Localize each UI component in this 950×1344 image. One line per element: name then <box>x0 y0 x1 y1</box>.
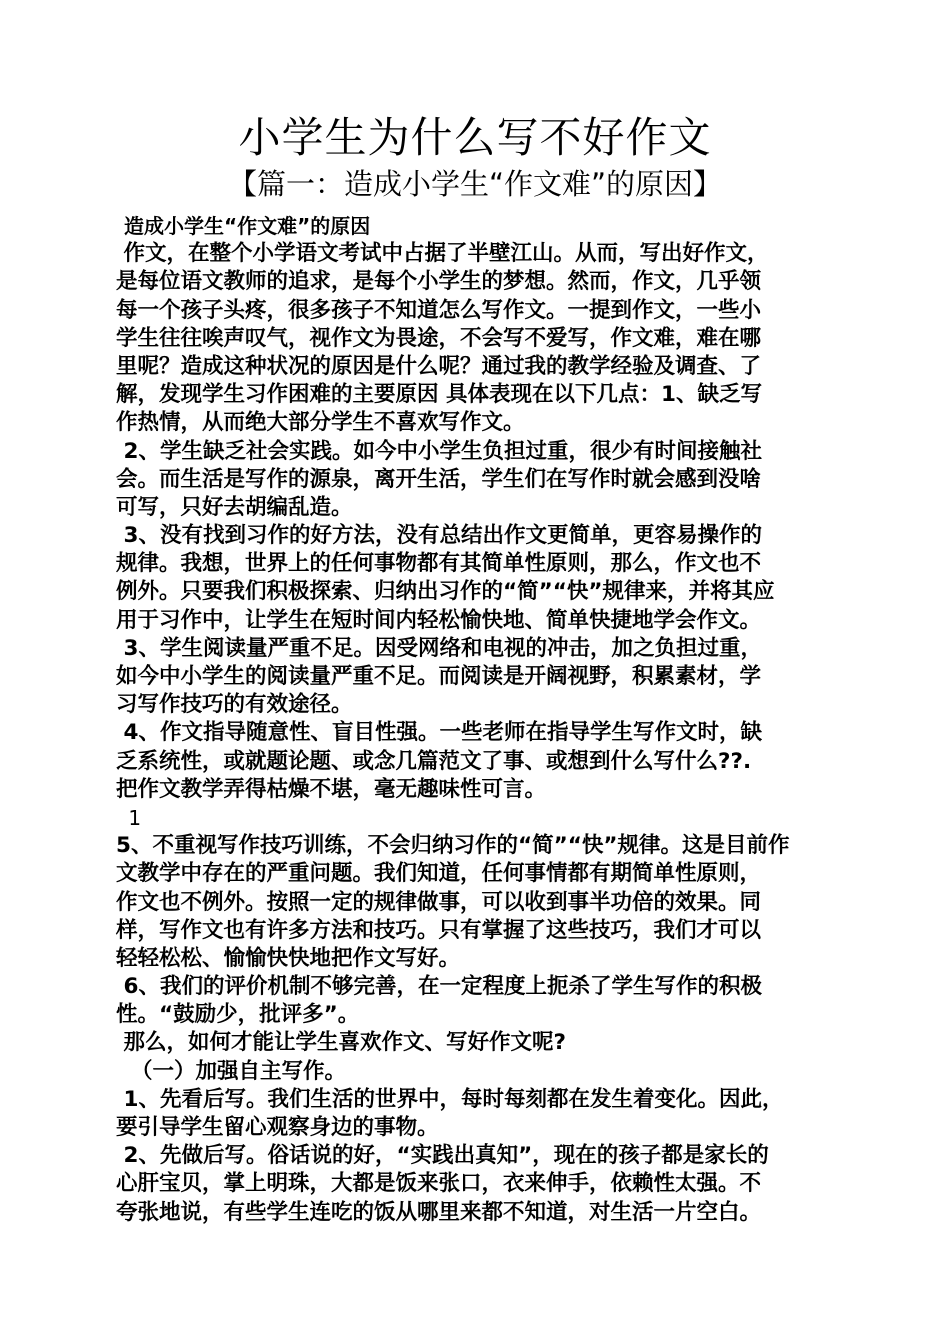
text-line: 把作文教学弄得枯燥不堪，毫无趣味性可言。 <box>116 776 547 802</box>
text-line: 是每位语文教师的追求，是每个小学生的梦想。然而，作文，几乎领 <box>116 269 762 295</box>
text-line: 可写，只好去胡编乱造。 <box>116 494 353 520</box>
text-line: 2、学生缺乏社会实践。如今中小学生负担过重，很少有时间接触社 <box>116 438 762 464</box>
document-body <box>116 212 838 1227</box>
text-line: 2、先做后写。俗话说的好，“实践出真知”，现在的孩子都是家长的 <box>116 1143 769 1169</box>
text-line: 例外。只要我们积极探索、归纳出习作的“简”“快”规律来，并将其应 <box>116 579 775 605</box>
text-line: 里呢？造成这种状况的原因是什么呢？通过我的教学经验及调查、了 <box>116 353 762 379</box>
text-line: 解，发现学生习作困难的主要原因 具体表现在以下几点：1、缺乏写 <box>116 382 762 408</box>
text-line: 每一个孩子头疼，很多孩子不知道怎么写作文。一提到作文，一些小 <box>116 297 762 323</box>
document-subtitle: 【篇一：造成小学生“作文难”的原因】 <box>227 167 723 201</box>
text-line: 6、我们的评价机制不够完善，在一定程度上扼杀了学生写作的积极 <box>116 974 762 1000</box>
text-line: 作文，在整个小学语文考试中占据了半壁江山。从而，写出好作文， <box>116 241 769 267</box>
page-number: 1 <box>122 805 142 830</box>
text-line: 样，写作文也有许多方法和技巧。只有掌握了这些技巧，我们才可以 <box>116 917 762 943</box>
text-line: 夸张地说，有些学生连吃的饭从哪里来都不知道，对生活一片空白。 <box>116 1199 762 1225</box>
text-line: 乏系统性，或就题论题、或念几篇范文了事、或想到什么写什么??. <box>116 748 752 774</box>
text-line: 要引导学生留心观察身边的事物。 <box>116 1115 439 1140</box>
text-line: 会。而生活是写作的源泉，离开生活，学生们在写作时就会感到没啥 <box>116 466 762 492</box>
text-line: 轻轻松松、愉愉快快地把作文写好。 <box>116 945 461 971</box>
text-line: 如今中小学生的阅读量严重不足。而阅读是开阔视野，积累素材，学 <box>116 664 762 689</box>
text-line: 用于习作中，让学生在短时间内轻松愉快地、简单快捷地学会作文。 <box>116 607 762 633</box>
text-line: 习写作技巧的有效途径。 <box>116 692 353 718</box>
text-line: 作文也不例外。按照一定的规律做事，可以收到事半功倍的效果。同 <box>116 889 762 915</box>
text-line: 1、先看后写。我们生活的世界中，每时每刻都在发生着变化。因此， <box>116 1086 784 1112</box>
text-line: 性。“鼓励少，批评多”。 <box>116 1002 360 1028</box>
text-line: 文教学中存在的严重问题。我们知道，任何事情都有期简单性原则， <box>116 861 762 887</box>
text-line: 学生往往唉声叹气，视作文为畏途，不会写不爱写，作文难，难在哪 <box>116 325 762 351</box>
text-line: 心肝宝贝，掌上明珠，大都是饭来张口，衣来伸手，依赖性太强。不 <box>116 1171 762 1197</box>
section-heading: 造成小学生“作文难”的原因 <box>124 214 371 238</box>
text-line: 3、没有找到习作的好方法，没有总结出作文更简单，更容易操作的 <box>116 523 762 549</box>
text-line: 作热情，从而绝大部分学生不喜欢写作文。 <box>116 410 525 436</box>
text-line: 那么，如何才能让学生喜欢作文、写好作文呢? <box>116 1030 566 1056</box>
text-line: 3、学生阅读量严重不足。因受网络和电视的冲击，加之负担过重， <box>116 635 762 661</box>
subsection-heading: （一）加强自主写作。 <box>116 1058 346 1084</box>
text-line: 规律。我想，世界上的任何事物都有其简单性原则，那么，作文也不 <box>116 551 762 577</box>
text-line: 4、作文指导随意性、盲目性强。一些老师在指导学生写作文时，缺 <box>116 720 762 746</box>
text-line: 5、不重视写作技巧训练，不会归纳习作的“简”“快”规律。这是目前作 <box>116 833 790 859</box>
document-title: 小学生为什么写不好作文 <box>238 113 712 162</box>
